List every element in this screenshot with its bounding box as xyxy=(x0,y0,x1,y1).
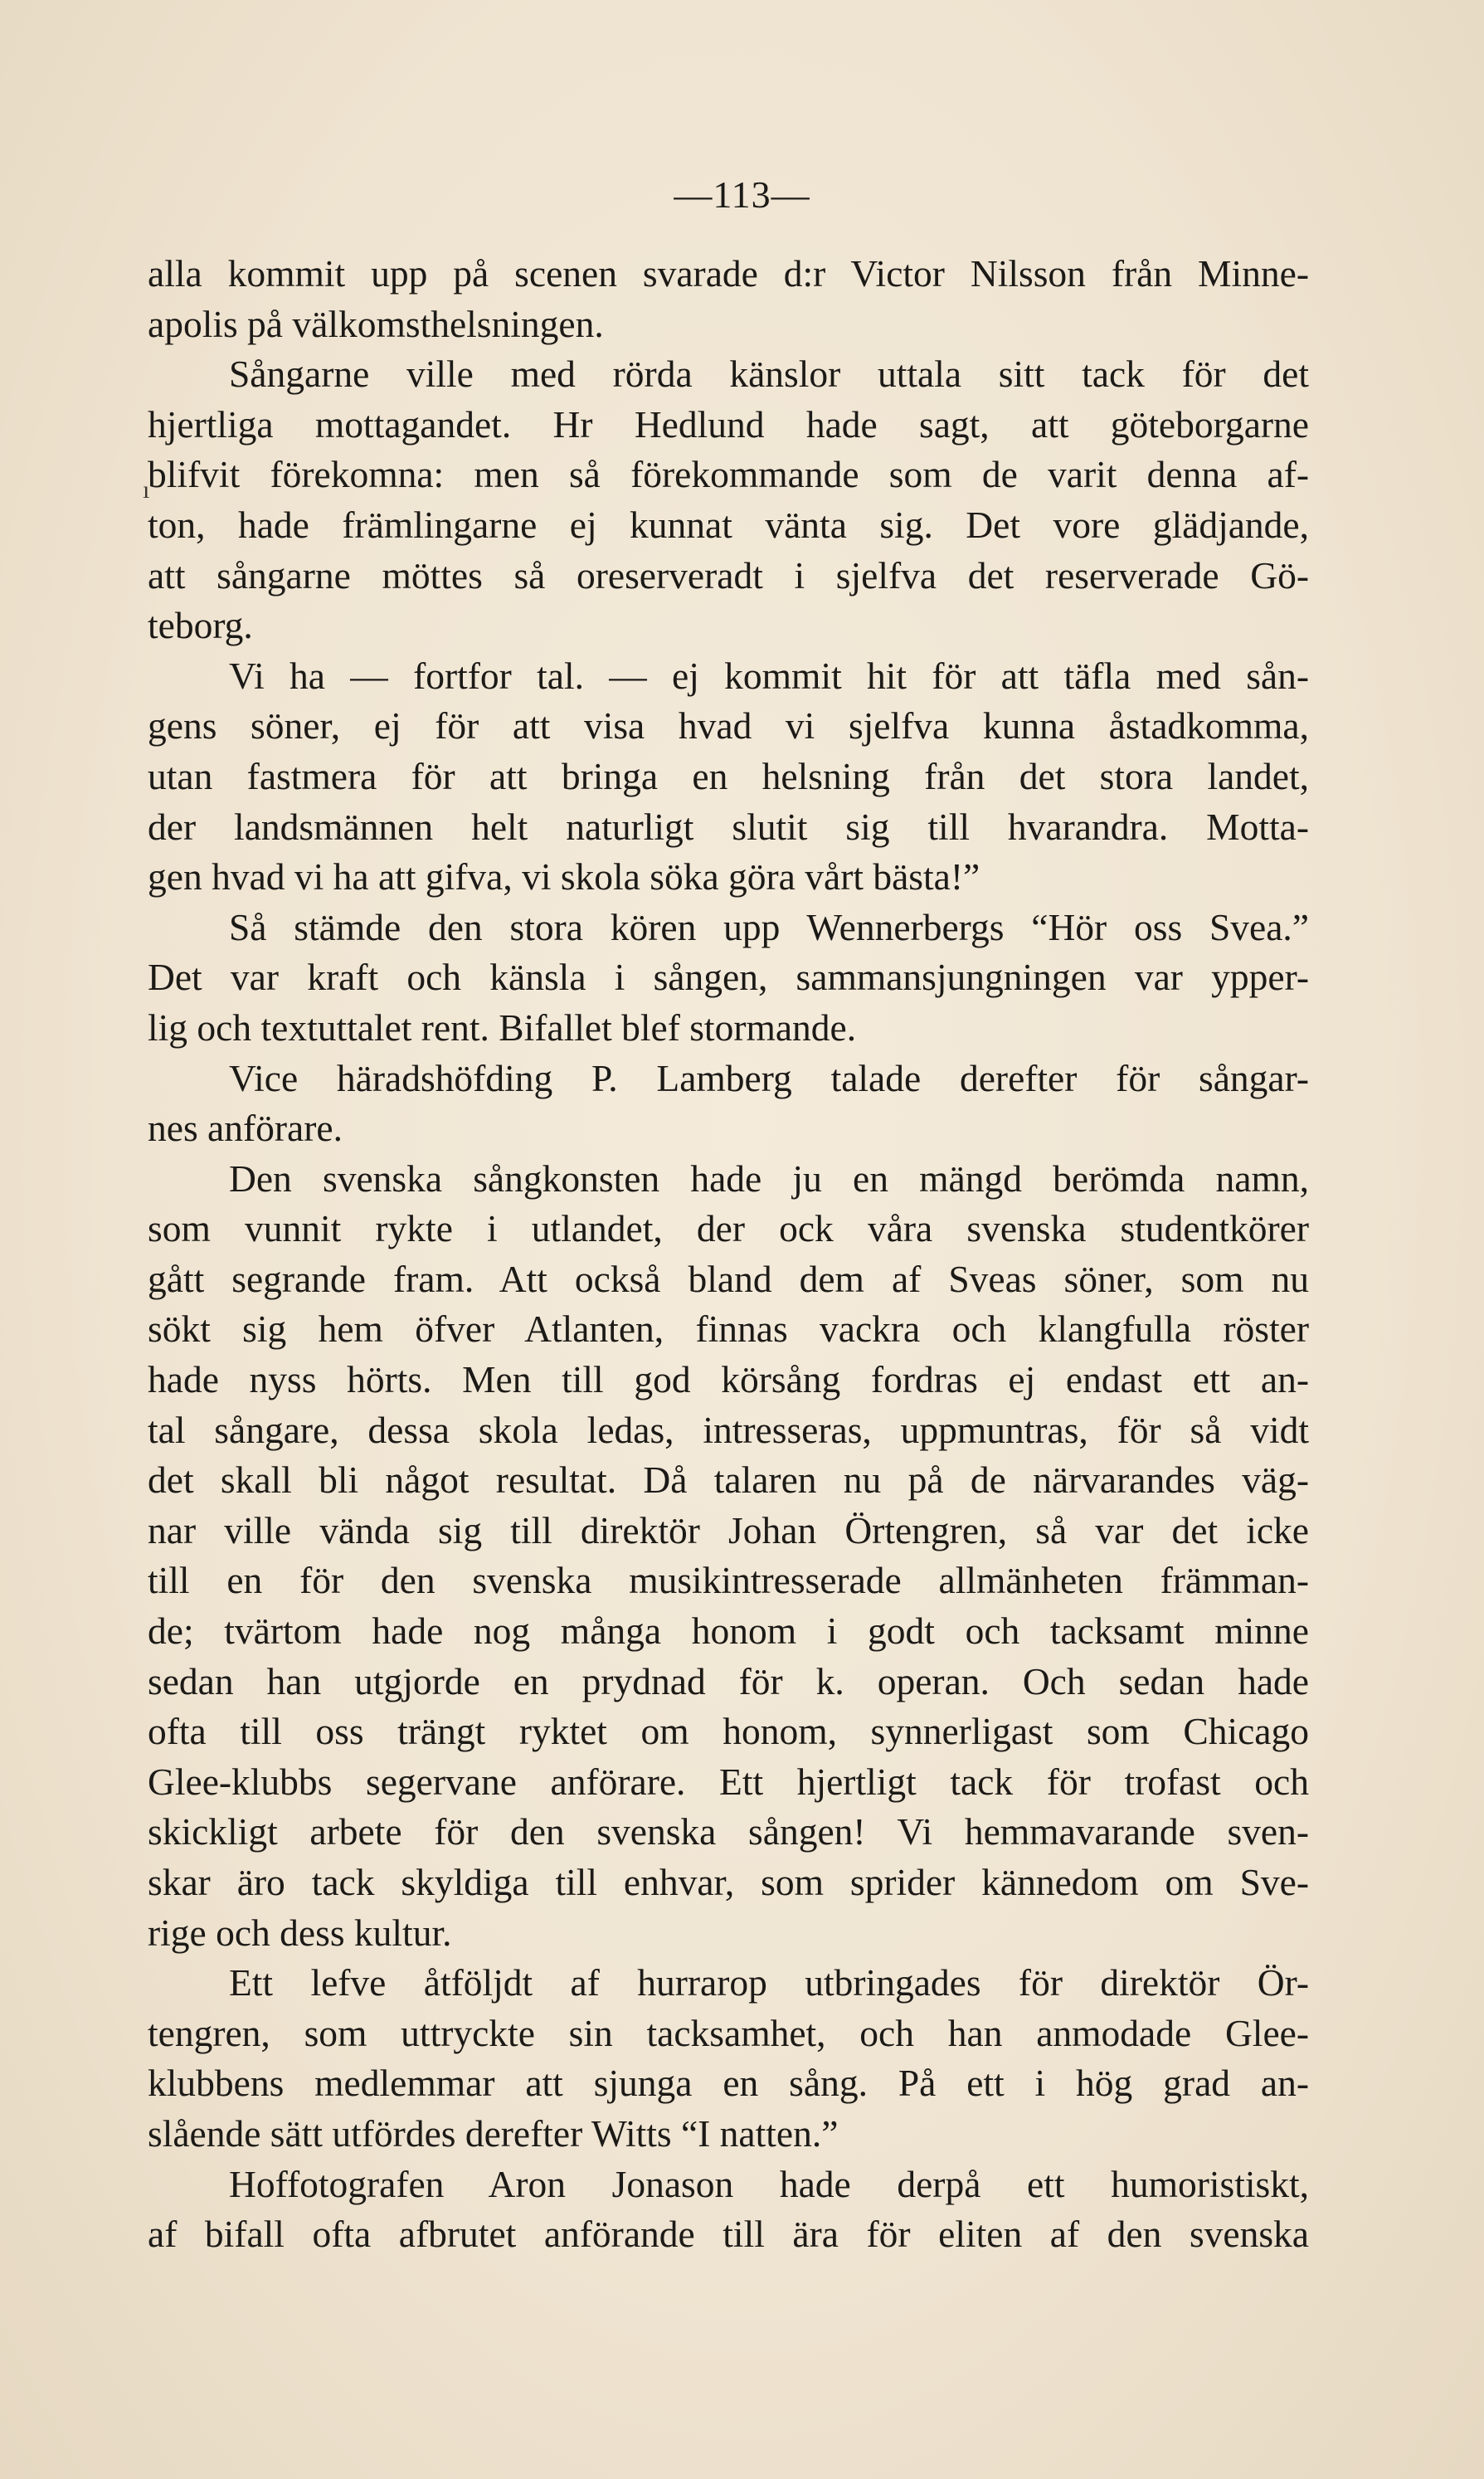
text-line: klubbens medlemmar att sjunga en sång. På ett i hög grad an- xyxy=(148,2062,1309,2105)
body-text xyxy=(148,249,1309,2260)
text-line: nes anförare. xyxy=(148,1107,343,1150)
text-line: det skall bli något resultat. Då talaren nu på de närvarandes väg- xyxy=(148,1459,1309,1502)
text-line: lig och textuttalet rent. Bifallet blef stormande. xyxy=(148,1006,857,1049)
text-line: Vice häradshöfding P. Lamberg talade derefter för sångar- xyxy=(229,1056,1309,1099)
text-line: de; tvärtom hade nog många honom i godt och tacksamt minne xyxy=(148,1610,1309,1653)
text-line: apolis på välkomsthelsningen. xyxy=(148,302,604,345)
text-line: till en för den svenska musikintresserade allmänheten främman- xyxy=(148,1559,1309,1602)
text-line: som vunnit rykte i utlandet, der ock våra svenska studentkörer xyxy=(148,1207,1309,1250)
text-line: teborg. xyxy=(148,604,253,647)
text-line: rige och dess kultur. xyxy=(148,1911,452,1954)
text-line: gens söner, ej för att visa hvad vi sjelfva kunna åstadkomma, xyxy=(148,704,1309,748)
text-line: tal sångare, dessa skola ledas, intresseras, uppmuntras, för så vidt xyxy=(148,1408,1309,1451)
text-line: skickligt arbete för den svenska sången! Vi hemmavarande sven- xyxy=(148,1810,1309,1853)
text-line: Sångarne ville med rörda känslor uttala sitt tack för det xyxy=(229,353,1309,396)
text-line: nar ville vända sig till direktör Johan Örtengren, så var det icke xyxy=(148,1508,1309,1551)
text-line: blifvit förekomna: men så förekommande som de varit denna af- xyxy=(148,453,1309,496)
text-line: alla kommit upp på scenen svarade d:r Victor Nilsson från Minne- xyxy=(148,252,1309,295)
text-line: gen hvad vi ha att gifva, vi skola söka göra vårt bästa!” xyxy=(148,855,980,899)
margin-mark: ı xyxy=(143,476,150,504)
text-line: gått segrande fram. Att också bland dem af Sveas söner, som nu xyxy=(148,1257,1309,1300)
text-line: slående sätt utfördes derefter Witts “I natten.” xyxy=(148,2111,839,2155)
text-line: Glee-klubbs segervane anförare. Ett hjertligt tack för trofast och xyxy=(148,1760,1309,1803)
text-line: att sångarne möttes så oreserveradt i sjelfva det reserverade Gö- xyxy=(148,553,1309,597)
text-line: Hoffotografen Aron Jonason hade derpå ett humoristiskt, xyxy=(229,2162,1309,2205)
text-line: hjertliga mottagandet. Hr Hedlund hade sagt, att göteborgarne xyxy=(148,402,1309,446)
text-line: skar äro tack skyldiga till enhvar, som sprider kännedom om Sve- xyxy=(148,1861,1309,1903)
text-line: Så stämde den stora kören upp Wennerbergs “Hör oss Svea.” xyxy=(229,905,1309,948)
page-number: —113— xyxy=(674,173,810,216)
text-line: ofta till oss trängt ryktet om honom, synnerligast som Chicago xyxy=(148,1710,1309,1753)
text-line: hade nyss hörts. Men till god körsång fordras ej endast ett an- xyxy=(148,1358,1309,1401)
text-line: sökt sig hem öfver Atlanten, finnas vackra och klangfulla röster xyxy=(148,1308,1309,1351)
text-line: Den svenska sångkonsten hade ju en mängd berömda namn, xyxy=(229,1157,1309,1200)
text-line: Det var kraft och känsla i sången, sammansjungningen var ypper- xyxy=(148,956,1309,999)
text-line: utan fastmera för att bringa en helsning från det stora landet, xyxy=(148,754,1309,797)
text-line: Ett lefve åtföljdt af hurrarop utbringades för direktör Ör- xyxy=(229,1961,1309,2004)
text-line: ton, hade främlingarne ej kunnat vänta sig. Det vore glädjande, xyxy=(148,503,1309,546)
text-line: der landsmännen helt naturligt slutit sig till hvarandra. Motta- xyxy=(148,805,1309,848)
text-line: sedan han utgjorde en prydnad för k. operan. Och sedan hade xyxy=(148,1659,1309,1702)
text-line: af bifall ofta afbrutet anförande till ära för eliten af den svenska xyxy=(148,2213,1309,2256)
text-line: tengren, som uttryckte sin tacksamhet, och han anmodade Glee- xyxy=(148,2011,1309,2054)
text-line: Vi ha — fortfor tal. — ej kommit hit för att täfla med sån- xyxy=(229,654,1309,697)
